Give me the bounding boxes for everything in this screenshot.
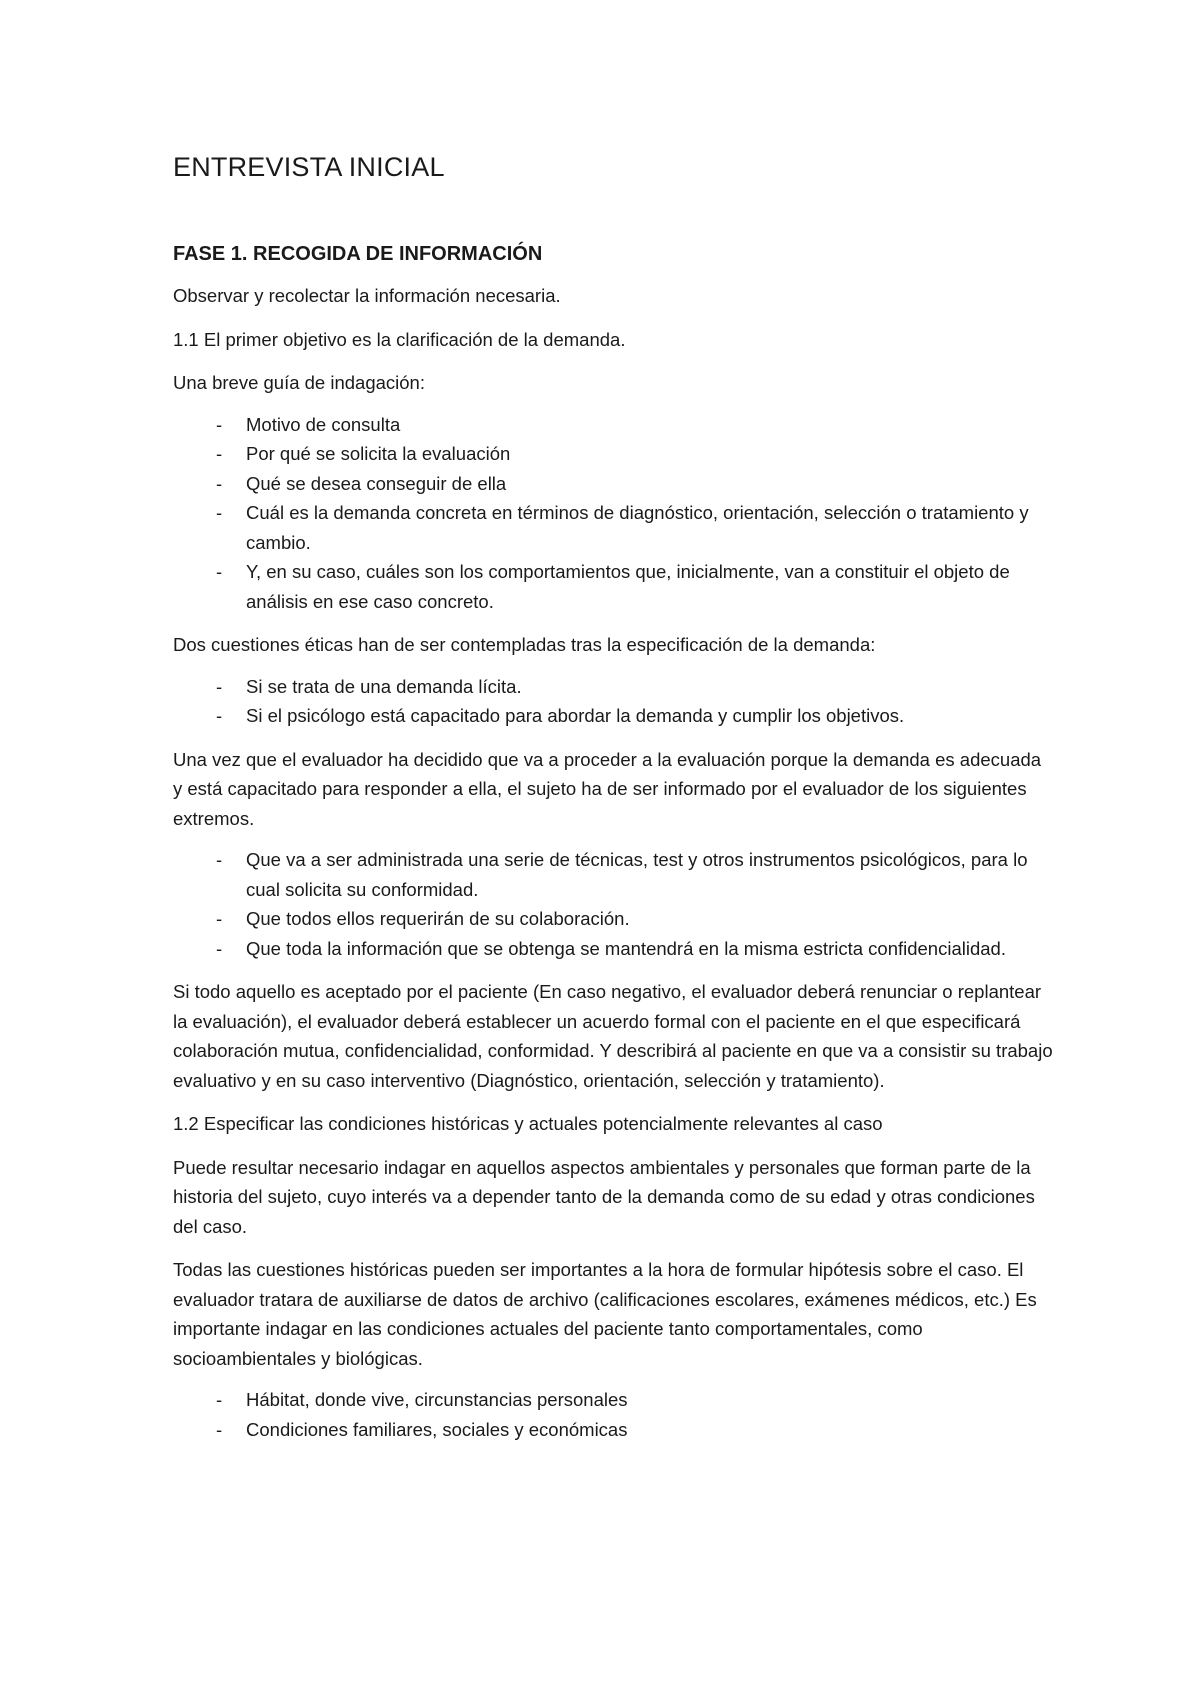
paragraph: Todas las cuestiones históricas pueden ser importantes a la hora de formular hipótesis sobre el caso. El evaluador tratara de auxiliarse de datos de archivo (calificaciones escolares, exámenes médicos, etc.) Es importante indagar en las condiciones actuales del paciente tanto comportamentales, como socioambientales y biológicas.: [173, 1259, 1037, 1369]
list-item-text: Y, en su caso, cuáles son los comportamientos que, inicialmente, van a constituir el objeto de análisis en ese caso concreto.: [246, 561, 1010, 612]
bullet-marker: -: [216, 1389, 223, 1410]
bullet-marker: -: [216, 502, 223, 523]
list-item-text: Si se trata de una demanda lícita.: [246, 675, 522, 697]
bullet-list: [173, 845, 1053, 963]
list-item-text: Que toda la información que se obtenga se mantendrá en la misma estricta confidencialidad.: [246, 937, 1006, 959]
list-item: [173, 557, 1053, 616]
bullet-marker: -: [216, 472, 223, 494]
bullet-marker: -: [216, 443, 223, 464]
bullet-list: [173, 672, 1053, 731]
list-item: [173, 439, 1053, 469]
bullet-marker: -: [216, 1418, 223, 1440]
list-item: [173, 672, 1053, 702]
bullet-marker: -: [216, 413, 223, 435]
section-heading: FASE 1. RECOGIDA DE INFORMACIÓN: [173, 243, 543, 265]
list-item-text: Por qué se solicita la evaluación: [246, 443, 511, 464]
list-item-text: Si el psicólogo está capacitado para abordar la demanda y cumplir los objetivos.: [246, 705, 905, 726]
paragraph: 1.2 Especificar las condiciones históricas y actuales potencialmente relevantes al caso: [173, 1113, 883, 1134]
paragraph: Una vez que el evaluador ha decidido que va a proceder a la evaluación porque la demanda es adecuada y está capacitado para responder a ella, el sujeto ha de ser informado por el evaluador de los siguientes extremos.: [173, 748, 1042, 829]
bullet-list: [173, 1385, 1053, 1444]
list-item-text: Que todos ellos requerirán de su colaboración.: [246, 908, 630, 929]
paragraph: Una breve guía de indagación:: [173, 372, 425, 393]
list-item-text: Motivo de consulta: [246, 413, 401, 435]
list-item-text: Que va a ser administrada una serie de técnicas, test y otros instrumentos psicológicos, para lo cual solicita su conformidad.: [246, 849, 1028, 900]
list-item: [173, 410, 1053, 440]
list-item: [173, 498, 1053, 557]
list-item: [173, 845, 1053, 904]
list-item: [173, 904, 1053, 934]
list-item-text: Hábitat, donde vive, circunstancias personales: [246, 1389, 628, 1410]
list-item: [173, 934, 1053, 964]
bullet-marker: -: [216, 705, 223, 726]
list-item: [173, 469, 1053, 499]
paragraph: Si todo aquello es aceptado por el paciente (En caso negativo, el evaluador deberá renunciar o replantear la evaluación), el evaluador deberá establecer un acuerdo formal con el paciente en el que especificará colaboración mutua, confidencialidad, conformidad. Y describirá al paciente en que va a consistir su trabajo evaluativo y en su caso interventivo (Diagnóstico, orientación, selección y tratamiento).: [173, 981, 1053, 1091]
bullet-marker: -: [216, 675, 223, 697]
bullet-marker: -: [216, 561, 223, 582]
list-item-text: Condiciones familiares, sociales y económicas: [246, 1418, 628, 1440]
list-item-text: Cuál es la demanda concreta en términos de diagnóstico, orientación, selección o tratamiento y cambio.: [246, 502, 1029, 553]
document-title: ENTREVISTA INICIAL: [173, 152, 445, 182]
list-item: [173, 1385, 1053, 1415]
bullet-list: [173, 410, 1053, 617]
list-item: [173, 701, 1053, 731]
paragraph: 1.1 El primer objetivo es la clarificación de la demanda.: [173, 328, 626, 350]
bullet-marker: -: [216, 908, 223, 929]
paragraph: Puede resultar necesario indagar en aquellos aspectos ambientales y personales que forman parte de la historia del sujeto, cuyo interés va a depender tanto de la demanda como de su edad y otras condiciones del caso.: [173, 1156, 1035, 1237]
paragraph: Dos cuestiones éticas han de ser contempladas tras la especificación de la demanda:: [173, 634, 876, 655]
bullet-marker: -: [216, 849, 223, 870]
bullet-marker: -: [216, 937, 223, 959]
list-item: [173, 1415, 1053, 1445]
document-body: [173, 150, 1053, 1444]
list-item-text: Qué se desea conseguir de ella: [246, 472, 507, 494]
paragraph: Observar y recolectar la información necesaria.: [173, 285, 561, 306]
